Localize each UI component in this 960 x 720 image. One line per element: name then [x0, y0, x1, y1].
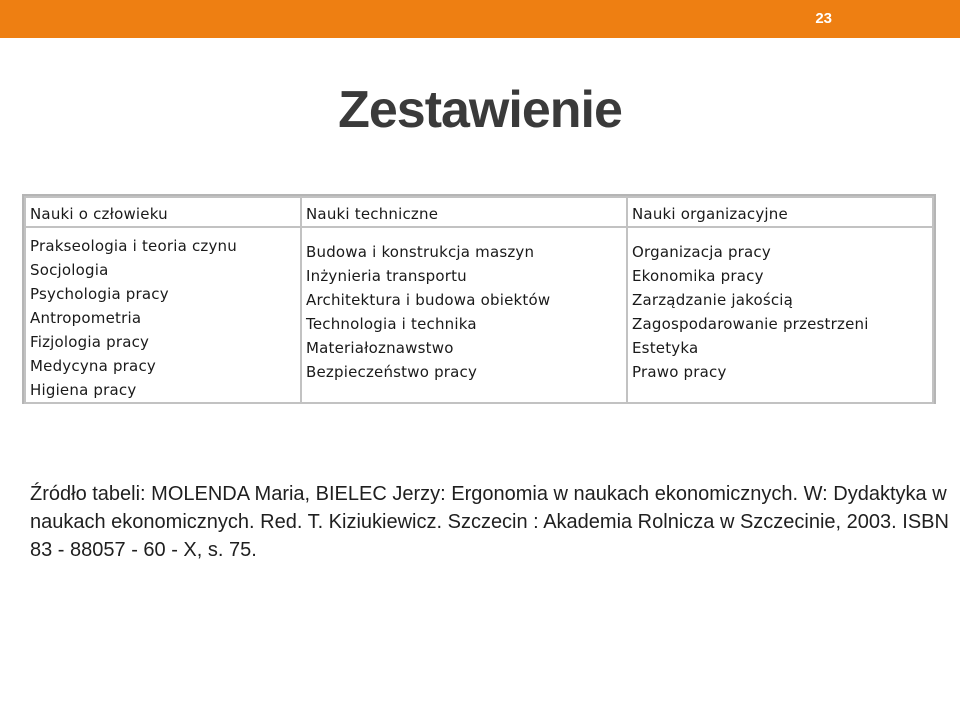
list-item: Antropometria — [30, 309, 142, 327]
list-item: Psychologia pracy — [30, 285, 169, 303]
list-item: Architektura i budowa obiektów — [306, 291, 551, 309]
list-item: Organizacja pracy — [632, 243, 771, 261]
list-item: Inżynieria transportu — [306, 267, 467, 285]
slide-number: 23 — [815, 10, 832, 27]
list-item: Socjologia — [30, 261, 109, 279]
table-header-technical-sciences: Nauki techniczne — [301, 197, 627, 227]
table-body-row — [25, 227, 933, 403]
table-cell-human-sciences — [25, 227, 301, 403]
table-header-organizational-sciences: Nauki organizacyjne — [627, 197, 933, 227]
list-item: Medycyna pracy — [30, 357, 156, 375]
list-item: Zarządzanie jakością — [632, 291, 794, 309]
list-item: Technologia i technika — [306, 315, 477, 333]
table-cell-technical-sciences — [301, 227, 627, 403]
list-item: Zagospodarowanie przestrzeni — [632, 315, 869, 333]
list-item: Materiałoznawstwo — [306, 339, 454, 357]
disciplines-table — [22, 194, 936, 404]
slide-title: Zestawienie — [338, 81, 622, 139]
list-item: Ekonomika pracy — [632, 267, 764, 285]
list-item: Prawo pracy — [632, 363, 727, 381]
list-item: Prakseologia i teoria czynu — [30, 237, 237, 255]
table-header-human-sciences: Nauki o człowieku — [25, 197, 301, 227]
table-header-row — [25, 197, 933, 227]
source-citation: Źródło tabeli: MOLENDA Maria, BIELEC Jerzy: Ergonomia w naukach ekonomicznych. W: Dydaktyka w naukach ekonomicznych. Red. T. Kiziukiewicz. Szczecin : Akademia Rolnicza w Szczecinie, 2003. ISBN 83 - 88057 - 60 - X, s. 75. — [30, 483, 949, 561]
list-item: Estetyka — [632, 339, 699, 357]
list-item: Fizjologia pracy — [30, 333, 150, 351]
list-item: Budowa i konstrukcja maszyn — [306, 243, 535, 261]
list-item: Higiena pracy — [30, 381, 137, 399]
list-item: Bezpieczeństwo pracy — [306, 363, 478, 381]
top-accent-bar — [0, 0, 960, 38]
table-cell-organizational-sciences — [627, 227, 933, 403]
